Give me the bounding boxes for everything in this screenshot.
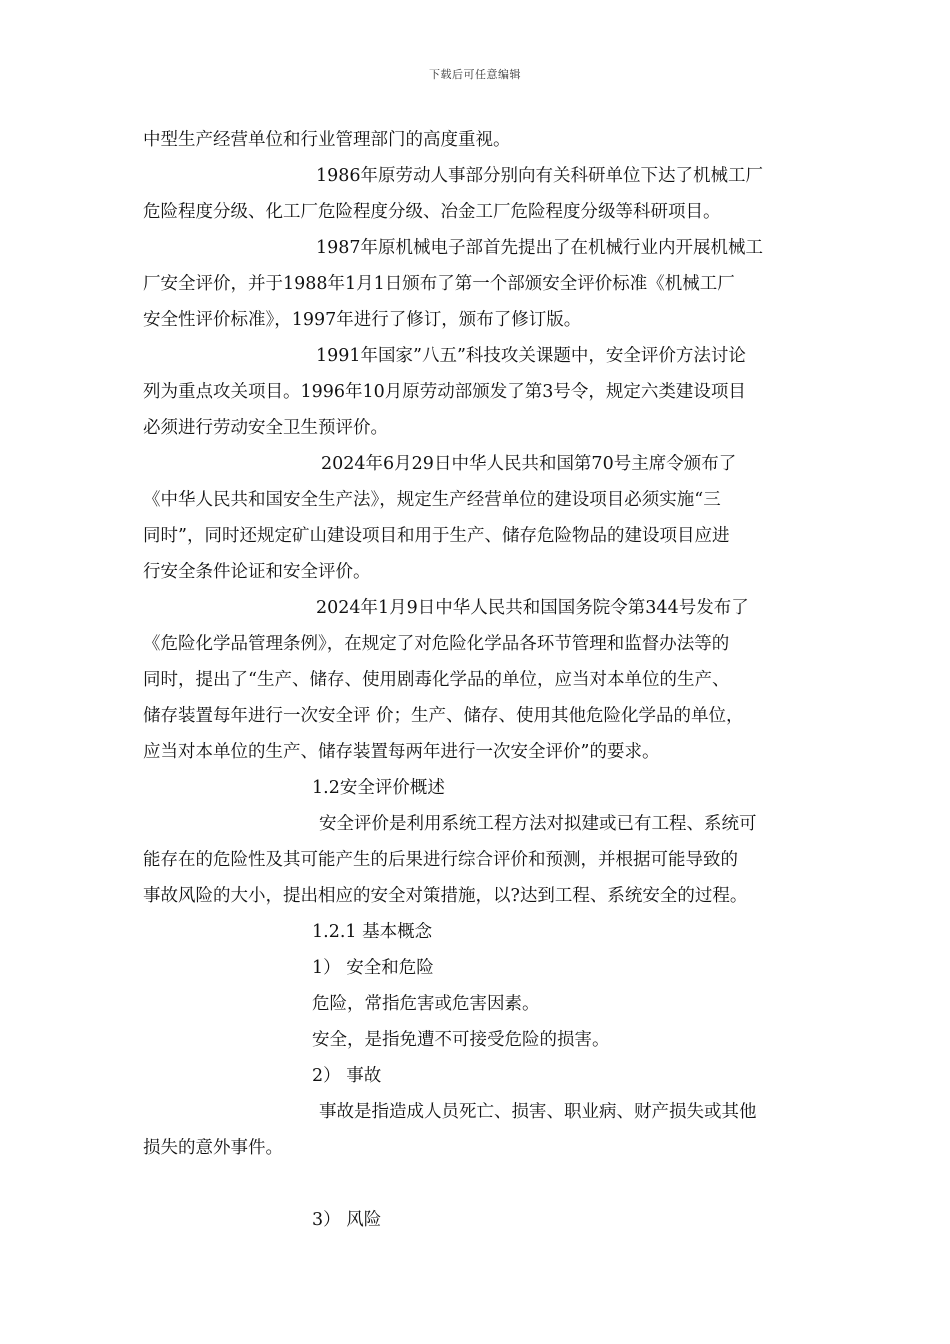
text-line: 安全性评价标准》，1997年进行了修订，颁布了修订版。 — [143, 310, 582, 330]
text-line: 同时，提出了“生产、储存、使用剧毒化学品的单位，应当对本单位的生产、 — [143, 670, 730, 690]
section-heading-1-2: 1.2安全评价概述 — [312, 778, 445, 798]
text-line: 应当对本单位的生产、储存装置每两年进行一次安全评价”的要求。 — [143, 742, 660, 762]
list-item-safety-danger: 1） 安全和危险 — [312, 958, 434, 978]
list-item-risk: 3） 风险 — [312, 1210, 382, 1230]
text-line: 《中华人民共和国安全生产法》，规定生产经营单位的建设项目必须实施“三 — [143, 490, 721, 510]
text-line: 中型生产经营单位和行业管理部门的高度重视。 — [143, 130, 511, 150]
text-line: 必须进行劳动安全卫生预评价。 — [143, 418, 388, 438]
text-line: 能存在的危险性及其可能产生的后果进行综合评价和预测，并根据可能导致的 — [143, 850, 738, 870]
paragraph-1987-first-line: 1987年原机械电子部首先提出了在机械行业内开展机械工 — [316, 238, 764, 258]
section-heading-1-2-1: 1.2.1 基本概念 — [312, 922, 433, 942]
text-line: 厂安全评价，并于1988年1月1日颁布了第一个部颁安全评价标准《机械工厂 — [143, 274, 735, 294]
text-line: 损失的意外事件。 — [143, 1138, 283, 1158]
text-line: 同时”，同时还规定矿山建设项目和用于生产、储存危险物品的建设项目应进 — [143, 526, 730, 546]
definition-safety: 安全，是指免遭不可接受危险的损害。 — [312, 1030, 610, 1050]
paragraph-safety-law-first-line: 2024年6月29日中华人民共和国第70号主席令颁布了 — [321, 454, 737, 474]
blank-line — [143, 1166, 807, 1202]
text-line: 《危险化学品管理条例》，在规定了对危险化学品各环节管理和监督办法等的 — [143, 634, 730, 654]
list-item-accident: 2） 事故 — [312, 1066, 382, 1086]
text-line: 危险程度分级、化工厂危险程度分级、冶金工厂危险程度分级等科研项目。 — [143, 202, 721, 222]
paragraph-overview-first-line: 安全评价是利用系统工程方法对拟建或已有工程、系统可 — [319, 814, 757, 834]
text-line: 列为重点攻关项目。1996年10月原劳动部颁发了第3号令，规定六类建设项目 — [143, 382, 746, 402]
definition-danger: 危险，常指危害或危害因素。 — [312, 994, 540, 1014]
page-header: 下载后可任意编辑 — [429, 68, 521, 81]
document-body — [143, 122, 807, 1238]
paragraph-1986-first-line: 1986年原劳动人事部分别向有关科研单位下达了机械工厂 — [316, 166, 764, 186]
paragraph-1991-first-line: 1991年国家”八五”科技攻关课题中，安全评价方法讨论 — [316, 346, 746, 366]
definition-accident-first-line: 事故是指造成人员死亡、损害、职业病、财产损失或其他 — [319, 1102, 757, 1122]
text-line: 储存装置每年进行一次安全评 价；生产、储存、使用其他危险化学品的单位， — [143, 706, 744, 726]
text-line: 事故风险的大小，提出相应的安全对策措施，以?达到工程、系统安全的过程。 — [143, 886, 748, 906]
paragraph-chemicals-first-line: 2024年1月9日中华人民共和国国务院令第344号发布了 — [316, 598, 749, 618]
text-line: 行安全条件论证和安全评价。 — [143, 562, 371, 582]
